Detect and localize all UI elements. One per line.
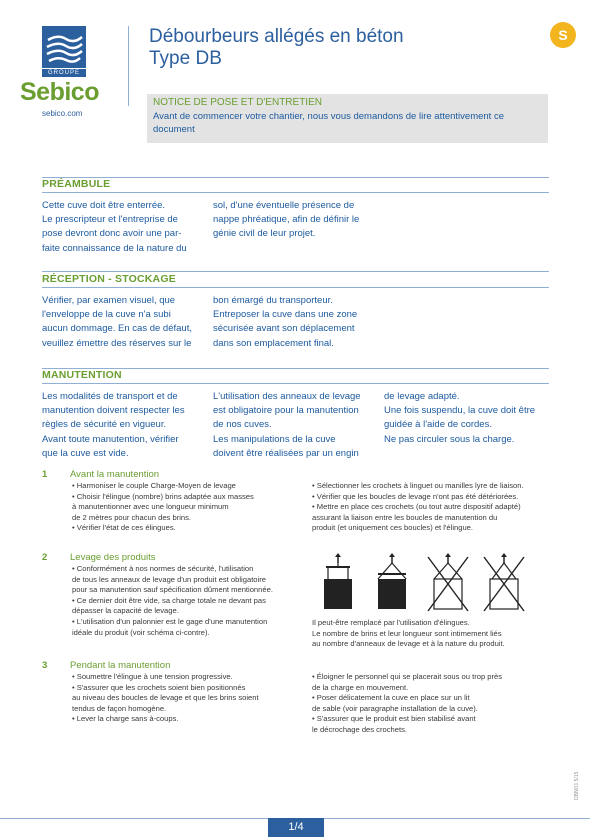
notice-title: NOTICE DE POSE ET D'ENTRETIEN [153,97,322,108]
text-line: est obligatoire pour la manutention [213,405,359,417]
step-title: Levage des produits [70,552,156,563]
bullet-line: idéale du produit (voir schéma ci-contre). [72,627,210,637]
bullet-line: assurant la liaison entre les boucles de manutention du [312,512,498,522]
text-line: Le nombre de brins et leur longueur sont intimement liés [312,628,502,638]
text-line: Vérifier, par examen visuel, que [42,295,176,306]
text-line: l'enveloppe de la cuve n'a subi [42,309,171,321]
reception-col-2 [213,294,357,351]
text-line: Le prescripteur et l'entreprise de [42,214,178,226]
text-line: au nombre d'anneaux de levage et à la nature du produit. [312,639,505,649]
bullet-line: pour sa manutention sauf spécification dûment mentionnée. [72,585,273,595]
text-line: Cette cuve doit être enterrée. [42,200,166,211]
step-2-right [312,618,505,650]
bullet-line: • Harmoniser le couple Charge-Moyen de levage [72,481,236,490]
title-line-1: Débourbeurs allégés en béton [149,26,404,47]
text-line: pose devront donc avoir une par- [42,228,182,240]
text-line: Une fois suspendu, la cuve doit être [384,405,536,417]
text-line: Entreposer la cuve dans une zone [213,309,358,321]
bullet-line: de 2 mètres pour chacun des brins. [72,512,192,522]
step-title: Avant la manutention [70,469,160,480]
text-line: guidée à l'aide de cordes. [384,419,492,431]
bullet-line: de sable (voir paragraphe installation de la cuve). [312,703,478,713]
text-line: faite connaissance de la nature du [42,242,187,254]
brand-name: Sebico [20,78,99,106]
bullet-line: • S'assurer que le produit est bien stabilisé avant [312,714,476,724]
wave-logo-icon [42,26,86,68]
bullet-line: • L'utilisation d'un palonnier est le gage d'une manutention [72,616,268,626]
step-title: Pendant la manutention [70,660,171,671]
text-line: sécurisée avant son déplacement [213,323,355,335]
step-1-left [72,481,254,534]
bullet-line: le décrochage des crochets. [312,724,407,734]
text-line: génie civil de leur projet. [213,228,316,240]
bullet-line: à manutentionner avec une longueur minimum [72,502,229,512]
preambule-col-1 [42,199,187,256]
page-number: 1/4 [268,818,324,837]
step-3-left [72,672,259,725]
lifting-wrong-icon [428,553,468,611]
section-title-reception: RÉCEPTION - STOCKAGE [42,273,176,285]
step-3-right [312,672,502,736]
text-line: Les manipulations de la cuve [213,433,336,445]
bullet-line: • Sélectionner les crochets à linguet ou manilles lyre de liaison. [312,481,524,490]
step-2-left [72,564,273,638]
bullet-line: produit (et uniquement ces boucles) et l'élingue. [312,523,474,533]
section-divider [42,383,549,384]
section-title-preambule: PRÉAMBULE [42,178,111,190]
text-line: Ne pas circuler sous la charge. [384,433,515,445]
bullet-line: dépasser la capacité de levage. [72,606,179,616]
text-line: Avant toute manutention, vérifier [42,433,179,445]
bullet-line: • S'assurer que les crochets soient bien positionnés [72,682,246,692]
lifting-correct-spreader-icon [324,553,352,609]
bullet-line: • Conformément à nos normes de sécurité, l'utilisation [72,564,254,573]
text-line: veuillez émettre des réserves sur le [42,337,192,349]
lifting-correct-sling-icon [378,553,406,609]
bullet-line: • Vérifier que les boucles de levage n'ont pas été détériorées. [312,491,519,501]
manutention-col-1 [42,390,185,461]
brand-groupe-label: GROUPE [42,69,86,77]
step-number: 3 [42,660,48,671]
text-line: Les modalités de transport et de [42,391,178,402]
text-line: bon émargé du transporteur. [213,295,333,306]
step-1-right [312,481,524,534]
manutention-col-3 [384,390,535,447]
bullet-line: de la charge en mouvement. [312,682,409,692]
bullet-line: tendus de façon homogène. [72,703,167,713]
text-line: sol, d'une éventuelle présence de [213,200,355,211]
lifting-wrong-icon [484,553,524,611]
header-divider [128,26,129,106]
lifting-diagram [318,553,530,613]
page-title [149,26,404,70]
bullet-line: • Éloigner le personnel qui se placerait sous ou trop près [312,672,503,681]
reception-col-1 [42,294,192,351]
brand-url: sebico.com [42,109,83,118]
text-line: de levage adapté. [384,391,460,402]
section-divider [42,287,549,288]
text-line: doivent être réalisées par un engin [213,447,359,459]
bullet-line: • Ce dernier doit être vide, sa charge totale ne devant pas [72,595,266,605]
bullet-line: • Poser délicatement la cuve en place sur un lit [312,693,470,703]
text-line: nappe phréatique, afin de définir le [213,214,360,226]
bullet-line: • Choisir l'élingue (nombre) brins adaptée aux masses [72,491,254,501]
section-divider [42,192,549,193]
bullet-line: • Soumettre l'élingue à une tension progressive. [72,672,233,681]
step-number: 1 [42,469,48,480]
bullet-line: • Mettre en place ces crochets (ou tout autre dispositif adapté) [312,502,521,512]
bullet-line: • Vérifier l'état de ces élingues. [72,523,176,533]
text-line: règles de sécurité en vigueur. [42,419,167,431]
bullet-line: • Lever la charge sans à-coups. [72,714,179,724]
preambule-col-2 [213,199,359,242]
text-line: L'utilisation des anneaux de levage [213,391,361,402]
text-line: dans son emplacement final. [213,337,334,349]
step-number: 2 [42,552,48,563]
brand-logo-mark [42,26,86,68]
text-line: que la cuve est vide. [42,447,129,459]
section-title-manutention: MANUTENTION [42,369,122,381]
bullet-line: au niveau des boucles de levage et que les brins soient [72,693,259,703]
section-divider [42,177,549,178]
document-code: DBNO1 5/15 [574,771,580,800]
section-divider [42,271,549,272]
text-line: manutention doivent respecter les [42,405,185,417]
manutention-col-2 [213,390,361,461]
notice-text: Avant de commencer votre chantier, nous vous demandons de lire attentivement ce document [153,111,504,135]
bullet-line: de tous les anneaux de levage d'un produit est obligatoire [72,574,266,584]
section-badge: S [550,22,576,48]
text-line: aucun dommage. En cas de défaut, [42,323,192,335]
title-line-2: Type DB [149,48,222,69]
text-line: de nos cuves. [213,419,272,431]
text-line: Il peut-être remplacé par l'utilisation d'élingues. [312,618,470,627]
